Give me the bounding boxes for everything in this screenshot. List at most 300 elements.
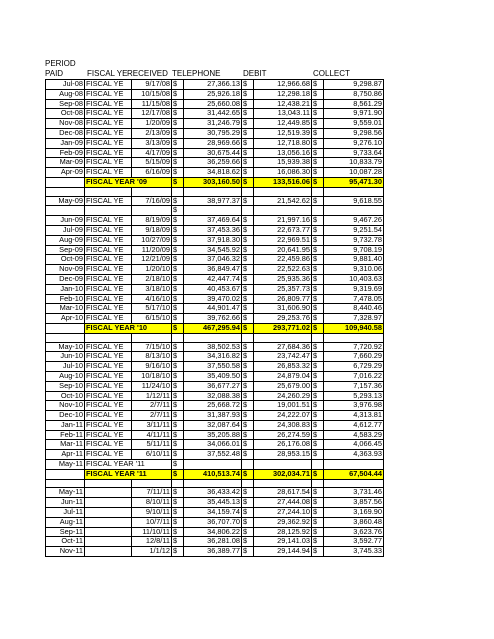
collect-cell: 4,583.29 [324,430,384,440]
fiscal-cell: FISCAL YE [85,255,132,265]
table-row [46,362,384,372]
currency-cell: $ [312,440,324,450]
received-cell: 11/20/09 [132,245,172,255]
period-cell: Nov-08 [46,119,85,129]
received-cell: 11/15/08 [132,99,172,109]
fiscal-cell: FISCAL YE [85,265,132,275]
collect-cell: 4,612.77 [324,420,384,430]
currency-cell: $ [312,225,324,235]
debit-cell: 22,522.63 [254,265,312,275]
debit-cell: 13,043.11 [254,109,312,119]
table-row [46,235,384,245]
currency-cell: $ [172,371,184,381]
period-cell: Jan-10 [46,284,85,294]
debit-cell: 12,438.21 [254,99,312,109]
table-row [46,99,384,109]
currency-cell: $ [242,148,254,158]
currency-cell: $ [172,450,184,460]
period-cell: Dec-08 [46,128,85,138]
table-row [46,371,384,381]
collect-total: 95,471.30 [324,177,384,187]
fiscal-cell: FISCAL YE [85,168,132,178]
table-row [46,314,384,324]
received-cell: 2/18/10 [132,274,172,284]
received-cell: 11/10/11 [132,527,172,537]
table-row [46,158,384,168]
currency-cell: $ [242,294,254,304]
table-row [46,128,384,138]
collect-cell: 7,328.97 [324,314,384,324]
currency-cell: $ [312,411,324,421]
empty-cell [184,460,242,470]
empty-cell [132,187,172,196]
table-row [46,109,384,119]
currency-cell: $ [242,89,254,99]
telephone-cell: 35,205.88 [184,430,242,440]
currency-cell: $ [242,119,254,129]
received-cell: 10/7/11 [132,517,172,527]
debit-cell: 22,673.77 [254,225,312,235]
collect-cell: 9,971.90 [324,109,384,119]
currency-cell: $ [242,450,254,460]
received-cell: 5/11/11 [132,440,172,450]
period-cell: Mar-09 [46,158,85,168]
currency-cell: $ [312,284,324,294]
empty-cell [254,206,312,216]
currency-cell: $ [242,362,254,372]
received-cell: 10/27/09 [132,235,172,245]
fiscal-cell [85,547,132,557]
fiscal-cell: FISCAL YE [85,216,132,226]
table-row [46,304,384,314]
empty-cell [242,479,254,488]
currency-cell: $ [312,245,324,255]
fiscal-cell: FISCAL YE [85,371,132,381]
currency-cell: $ [242,168,254,178]
currency-cell: $ [312,109,324,119]
period-cell: Jan-09 [46,138,85,148]
period-cell: Apr-09 [46,168,85,178]
currency-cell: $ [172,255,184,265]
telephone-cell: 25,660.08 [184,99,242,109]
telephone-total: 467,295.94 [184,323,242,333]
empty-cell [324,460,384,470]
currency-cell: $ [172,391,184,401]
header-telephone: TELEPHONE [172,69,221,78]
telephone-cell: 36,259.66 [184,158,242,168]
table-row [46,352,384,362]
collect-cell: 3,592.77 [324,537,384,547]
debit-cell: 19,001.51 [254,401,312,411]
table-row [46,488,384,498]
currency-cell: $ [312,89,324,99]
period-cell: Sep-09 [46,245,85,255]
debit-cell: 12,966.68 [254,80,312,90]
collect-cell: 9,708.19 [324,245,384,255]
fiscal-cell: FISCAL YE [85,391,132,401]
empty-cell [254,187,312,196]
period-cell: Aug-08 [46,89,85,99]
currency-cell: $ [312,255,324,265]
table-row [46,460,384,470]
debit-cell: 24,260.29 [254,391,312,401]
debit-cell: 28,953.15 [254,450,312,460]
received-cell: 12/8/11 [132,537,172,547]
telephone-cell: 34,818.62 [184,168,242,178]
telephone-cell: 37,453.36 [184,225,242,235]
currency-cell: $ [172,128,184,138]
currency-cell: $ [312,517,324,527]
collect-cell: 9,559.01 [324,119,384,129]
fiscal-cell [85,498,132,508]
debit-cell: 29,362.92 [254,517,312,527]
received-cell: 6/10/11 [132,450,172,460]
empty-cell [172,479,184,488]
table-row [46,206,384,216]
received-cell: 4/17/09 [132,148,172,158]
currency-cell: $ [312,235,324,245]
collect-cell: 9,310.06 [324,265,384,275]
billing-table [45,79,384,557]
telephone-cell: 28,969.66 [184,138,242,148]
debit-cell: 26,853.32 [254,362,312,372]
collect-cell: 7,016.22 [324,371,384,381]
fiscal-cell: FISCAL YE [85,440,132,450]
currency-cell: $ [242,547,254,557]
debit-cell: 25,679.00 [254,381,312,391]
empty-cell [172,187,184,196]
period-cell: May-10 [46,342,85,352]
fiscal-cell: FISCAL YE [85,381,132,391]
currency-cell: $ [242,304,254,314]
collect-cell: 3,976.98 [324,401,384,411]
table-row [46,391,384,401]
currency-cell: $ [172,216,184,226]
received-cell: 5/15/09 [132,158,172,168]
currency-cell: $ [312,99,324,109]
debit-cell: 21,997.16 [254,216,312,226]
telephone-cell: 35,445.13 [184,498,242,508]
collect-cell: 9,251.54 [324,225,384,235]
received-cell: 12/21/09 [132,255,172,265]
period-cell: Dec-09 [46,274,85,284]
telephone-cell: 31,246.79 [184,119,242,129]
table-row [46,323,384,333]
currency-cell: $ [172,411,184,421]
currency-cell: $ [312,294,324,304]
telephone-cell: 36,281.08 [184,537,242,547]
debit-cell: 12,718.80 [254,138,312,148]
fiscal-cell: FISCAL YE [85,235,132,245]
currency-cell: $ [242,80,254,90]
currency-cell: $ [242,420,254,430]
debit-cell: 21,542.62 [254,196,312,206]
period-cell: Dec-10 [46,411,85,421]
fiscal-cell: FISCAL YE [85,401,132,411]
currency-cell: $ [172,274,184,284]
currency-cell: $ [312,177,324,187]
table-row [46,411,384,421]
empty-cell [254,333,312,342]
debit-cell: 28,125.92 [254,527,312,537]
currency-cell: $ [172,537,184,547]
telephone-cell: 36,433.42 [184,488,242,498]
telephone-cell: 38,502.53 [184,342,242,352]
table-row [46,119,384,129]
currency-cell: $ [312,128,324,138]
currency-cell: $ [242,401,254,411]
currency-cell: $ [312,469,324,479]
telephone-cell: 25,926.18 [184,89,242,99]
fiscal-cell [85,527,132,537]
collect-cell: 3,731.46 [324,488,384,498]
period-cell: Nov-11 [46,547,85,557]
period-cell: Aug-10 [46,371,85,381]
header-fiscal: FISCAL YE [87,69,128,78]
period-cell: May-11 [46,488,85,498]
table-row [46,508,384,518]
currency-cell: $ [172,245,184,255]
empty-cell [46,479,85,488]
collect-cell: 4,313.81 [324,411,384,421]
telephone-cell: 36,849.47 [184,265,242,275]
received-cell: 3/13/09 [132,138,172,148]
empty-cell [312,187,324,196]
fiscal-cell: FISCAL YE [85,138,132,148]
currency-cell: $ [312,138,324,148]
collect-cell: 9,733.64 [324,148,384,158]
empty-cell [312,460,324,470]
currency-cell: $ [172,362,184,372]
table-row [46,537,384,547]
table-row [46,420,384,430]
fiscal-cell: FISCAL YE [85,294,132,304]
telephone-total: 303,160.50 [184,177,242,187]
empty-cell [85,187,132,196]
currency-cell: $ [312,352,324,362]
empty-cell [184,187,242,196]
period-cell: Sep-11 [46,527,85,537]
debit-cell: 16,086.30 [254,168,312,178]
received-cell: 9/18/09 [132,225,172,235]
currency-cell: $ [172,430,184,440]
fiscal-cell [85,517,132,527]
currency-cell: $ [172,265,184,275]
currency-cell: $ [312,80,324,90]
table-row [46,479,384,488]
currency-cell: $ [172,99,184,109]
table-row [46,547,384,557]
table-row [46,265,384,275]
empty-cell [85,206,132,216]
currency-cell: $ [312,450,324,460]
currency-cell: $ [172,138,184,148]
currency-cell: $ [172,547,184,557]
table-row [46,138,384,148]
currency-cell: $ [172,469,184,479]
empty-cell [254,460,312,470]
currency-cell: $ [312,304,324,314]
received-cell: 3/11/11 [132,420,172,430]
currency-cell: $ [172,508,184,518]
empty-cell [46,206,85,216]
collect-cell: 3,745.33 [324,547,384,557]
currency-cell: $ [172,323,184,333]
collect-cell: 9,298.87 [324,80,384,90]
collect-cell: 3,857.56 [324,498,384,508]
period-cell [46,323,85,333]
empty-cell [312,206,324,216]
currency-cell: $ [242,245,254,255]
debit-cell: 29,253.76 [254,314,312,324]
collect-cell: 9,276.10 [324,138,384,148]
fiscal-cell: FISCAL YE [85,362,132,372]
currency-cell: $ [312,371,324,381]
received-cell: 9/16/10 [132,362,172,372]
telephone-cell: 32,087.64 [184,420,242,430]
received-cell: 8/19/09 [132,216,172,226]
collect-cell: 7,478.05 [324,294,384,304]
collect-cell: 3,169.90 [324,508,384,518]
telephone-cell: 37,046.32 [184,255,242,265]
period-cell: Mar-11 [46,440,85,450]
debit-cell: 26,274.59 [254,430,312,440]
empty-cell [85,479,132,488]
currency-cell: $ [172,89,184,99]
currency-cell: $ [172,304,184,314]
table-row [46,148,384,158]
received-cell: 9/17/08 [132,80,172,90]
fiscal-total-label: FISCAL YEAR '10 [85,323,172,333]
telephone-cell: 31,387.93 [184,411,242,421]
period-cell: Oct-10 [46,391,85,401]
currency-cell: $ [312,196,324,206]
received-cell: 1/1/12 [132,547,172,557]
currency-cell: $ [242,265,254,275]
fiscal-cell: FISCAL YE [85,342,132,352]
fiscal-cell: FISCAL YE [85,196,132,206]
header-collect: COLLECT [313,69,350,78]
received-cell: 1/20/10 [132,265,172,275]
currency-cell: $ [242,216,254,226]
received-cell: 7/15/10 [132,342,172,352]
currency-cell: $ [172,235,184,245]
received-cell: 11/24/10 [132,381,172,391]
currency-cell: $ [172,119,184,129]
currency-cell: $ [242,381,254,391]
collect-cell: 8,750.86 [324,89,384,99]
empty-cell [132,206,172,216]
received-cell: 10/15/08 [132,89,172,99]
fiscal-cell: FISCAL YE [85,274,132,284]
fiscal-cell: FISCAL YE [85,430,132,440]
table-row [46,284,384,294]
currency-cell: $ [312,342,324,352]
currency-cell: $ [312,168,324,178]
currency-cell: $ [172,294,184,304]
currency-cell: $ [172,440,184,450]
empty-cell [46,333,85,342]
currency-cell: $ [242,177,254,187]
currency-cell: $ [312,488,324,498]
received-cell: 8/13/10 [132,352,172,362]
currency-cell: $ [172,206,184,216]
table-row [46,274,384,284]
table-row [46,187,384,196]
currency-cell: $ [242,128,254,138]
period-cell: Nov-10 [46,401,85,411]
currency-cell: $ [312,547,324,557]
debit-cell: 27,684.36 [254,342,312,352]
table-row [46,245,384,255]
fiscal-cell [85,508,132,518]
header-paid: PAID [45,69,64,78]
currency-cell: $ [242,391,254,401]
currency-cell: $ [242,196,254,206]
table-row [46,450,384,460]
telephone-cell: 27,366.13 [184,80,242,90]
debit-total: 293,771.02 [254,323,312,333]
period-cell: Oct-08 [46,109,85,119]
table-row [46,216,384,226]
received-cell: 7/16/09 [132,196,172,206]
currency-cell: $ [242,342,254,352]
period-cell: Jul-10 [46,362,85,372]
table-row [46,294,384,304]
received-cell: 6/16/09 [132,168,172,178]
collect-cell: 7,660.29 [324,352,384,362]
table-row [46,440,384,450]
fiscal-cell: FISCAL YE [85,245,132,255]
table-row [46,177,384,187]
period-cell: Apr-11 [46,450,85,460]
fiscal-cell: FISCAL YE [85,128,132,138]
table-row [46,430,384,440]
currency-cell: $ [172,80,184,90]
empty-cell [184,479,242,488]
currency-cell: $ [242,109,254,119]
currency-cell: $ [312,527,324,537]
empty-cell [324,333,384,342]
fiscal-total-label: FISCAL YEAR '11 [85,469,172,479]
period-cell: Feb-11 [46,430,85,440]
collect-cell: 5,293.13 [324,391,384,401]
debit-cell: 29,141.03 [254,537,312,547]
empty-cell [312,333,324,342]
debit-cell: 24,308.83 [254,420,312,430]
fiscal-cell: FISCAL YE [85,89,132,99]
currency-cell: $ [242,488,254,498]
fiscal-total-label: FISCAL YEAR '09 [85,177,172,187]
table-row [46,80,384,90]
period-cell: Jul-09 [46,225,85,235]
currency-cell: $ [312,381,324,391]
currency-cell: $ [172,177,184,187]
empty-cell [242,460,254,470]
currency-cell: $ [312,391,324,401]
currency-cell: $ [242,235,254,245]
currency-cell: $ [242,508,254,518]
period-cell: Jul-08 [46,80,85,90]
received-cell: 12/17/08 [132,109,172,119]
collect-total: 67,504.44 [324,469,384,479]
collect-total: 109,940.58 [324,323,384,333]
collect-cell: 9,319.69 [324,284,384,294]
debit-cell: 26,809.77 [254,294,312,304]
empty-cell [324,479,384,488]
fiscal-cell: FISCAL YE [85,148,132,158]
currency-cell: $ [172,488,184,498]
